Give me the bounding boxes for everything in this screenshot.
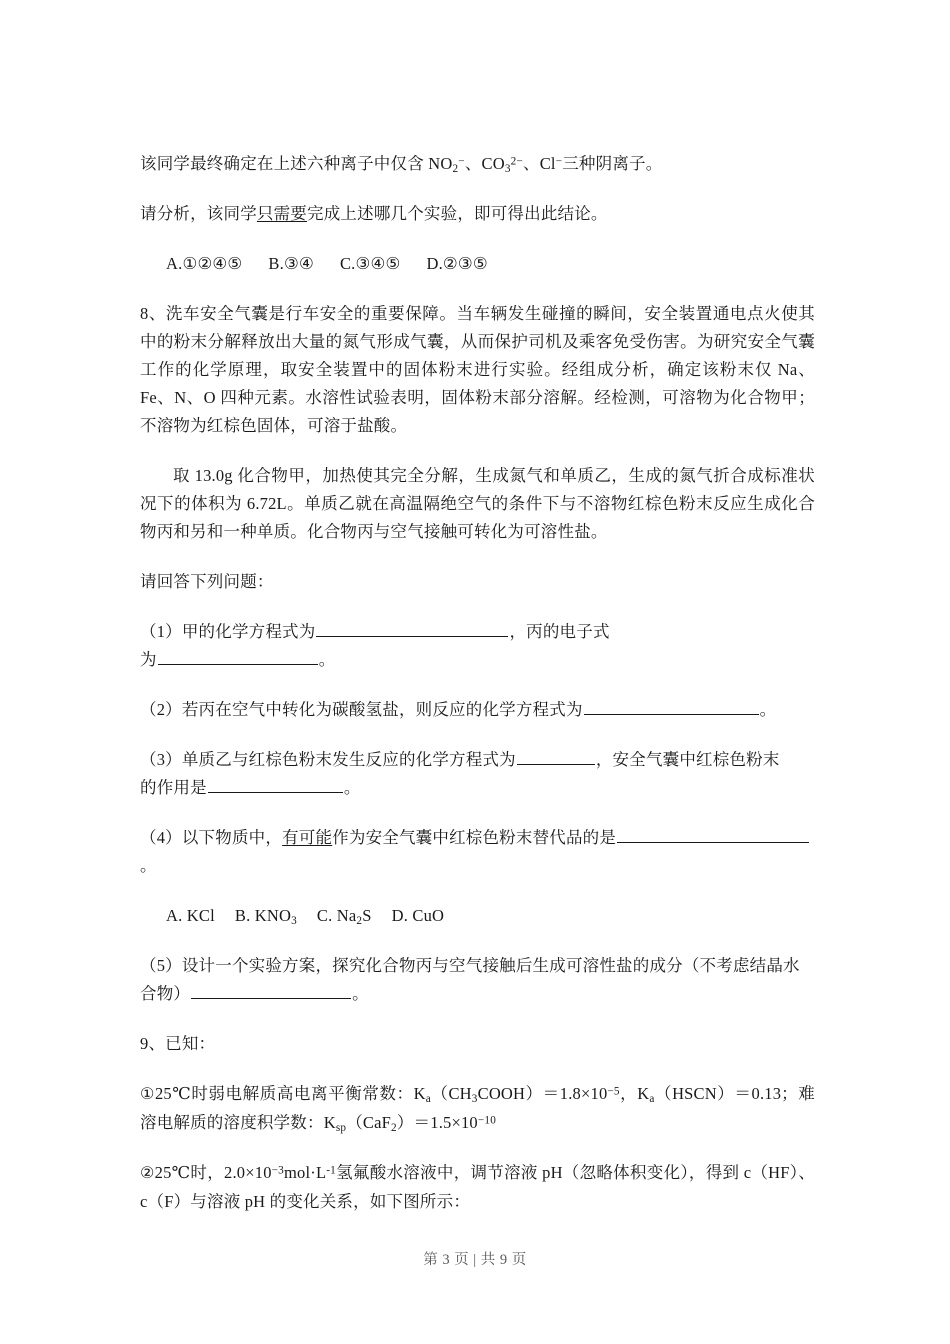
paragraph-q8-prompt: 请回答下列问题： bbox=[140, 572, 274, 591]
q7-ask-emphasis: 只需要 bbox=[256, 204, 308, 223]
q7-option-d-value[interactable]: ②③⑤ bbox=[442, 254, 488, 273]
q8-option-d-formula[interactable]: CuO bbox=[412, 906, 445, 925]
q8-sub3-text-b: ，安全气囊中红棕色粉末 bbox=[595, 750, 780, 769]
q8-sub5-text-a: （5）设计一个实验方案，探究化合物丙与空气接触后生成可溶性盐的成分（不考虑结晶水 bbox=[140, 956, 800, 975]
q7-option-b-letter: B. bbox=[268, 254, 284, 273]
paragraph-q8-sub2 bbox=[140, 696, 815, 724]
q9-item2-t2: mol·L bbox=[284, 1163, 327, 1182]
exponent-minus1: -1 bbox=[326, 1164, 336, 1177]
ch3-subscript: 3 bbox=[471, 1093, 478, 1106]
q8-sub2-text-a: （2）若丙在空气中转化为碳酸氢盐，则反应的化学方程式为 bbox=[140, 700, 583, 719]
exponent-minus5: −5 bbox=[607, 1085, 620, 1098]
q8-sub5-text-c: 。 bbox=[352, 984, 369, 1003]
co3-charge: 2− bbox=[510, 155, 523, 168]
no2-charge: − bbox=[458, 155, 465, 168]
co3-subscript: 3 bbox=[504, 163, 511, 176]
q8-sub3-text-a: （3）单质乙与红棕色粉末发生反应的化学方程式为 bbox=[140, 750, 516, 769]
no2-subscript: 2 bbox=[452, 163, 459, 176]
q8-option-a-letter: A. bbox=[166, 906, 183, 925]
paragraph-q7-ask bbox=[140, 200, 815, 228]
q8-sub4-options-row bbox=[140, 902, 815, 930]
q9-item1-t1: 25℃时弱电解质高电离平衡常数：K bbox=[154, 1084, 426, 1103]
q8-option-c-formula[interactable]: Na bbox=[336, 906, 357, 925]
q8-option-a-formula[interactable]: KCl bbox=[186, 906, 215, 925]
circled-number-2: ② bbox=[140, 1165, 155, 1182]
q7-option-c-value[interactable]: ③④⑤ bbox=[355, 254, 401, 273]
q7-options-row bbox=[140, 250, 815, 278]
q8-sub1-text-c: 为 bbox=[140, 650, 157, 669]
q7-option-a-letter: A. bbox=[166, 254, 183, 273]
q7-ask-before: 请分析，该同学 bbox=[140, 204, 257, 223]
paragraph-q8-second: 取 13.0g 化合物甲，加热使其完全分解，生成氮气和单质乙，生成的氮气折合成标准状况下的体积为 6.72L。单质乙就在高温隔绝空气的条件下与不溶物红棕色粉末反应生成化合物丙和另和一种单质。化合物丙与空气接触可转化为可溶性盐。 bbox=[140, 466, 815, 541]
q8-sub1-text-a: （1）甲的化学方程式为 bbox=[140, 622, 316, 641]
paragraph-q8-stem: 8、洗车安全气囊是行车安全的重要保障。当车辆发生碰撞的瞬间，安全装置通电点火使其中的粉末分解释放出大量的氮气形成气囊，从而保护司机及乘客免受伤害。为研究安全气囊工作的化学原理，取安全装置中的固体粉末进行实验。经组成分析，确定该粉末仅 Na、Fe、N、O 四种元素。水溶性试验表明，固体粉末部分溶解。经检测，可溶物为化合物甲；不溶物为红棕色固体，可溶于盐酸。 bbox=[140, 304, 815, 435]
page-footer bbox=[0, 1248, 950, 1269]
footer-current-page: 第 3 页 bbox=[423, 1252, 470, 1268]
q7-option-a-value[interactable]: ①②④⑤ bbox=[182, 254, 243, 273]
q9-item1-t3: COOH）＝1.8×10 bbox=[477, 1084, 608, 1103]
q7-option-d-letter: D. bbox=[426, 254, 443, 273]
q8-option-d-letter: D. bbox=[391, 906, 409, 925]
q7-conclusion-tail: 三种阴离子。 bbox=[562, 154, 663, 173]
footer-total-pages: 共 9 页 bbox=[480, 1252, 527, 1268]
paragraph-q8-sub3 bbox=[140, 746, 815, 802]
circled-number-1: ① bbox=[140, 1086, 155, 1103]
q7-ask-after: 完成上述哪几个实验，即可得出此结论。 bbox=[307, 204, 608, 223]
q9-item1-t5: （HSCN）＝0.13；难溶电解质的溶度积学数：K bbox=[140, 1084, 815, 1132]
paragraph-q9-item2 bbox=[140, 1159, 815, 1216]
ka-subscript-2: a bbox=[649, 1093, 655, 1106]
answer-blank-5[interactable] bbox=[191, 981, 351, 999]
q7-separator-2: 、Cl bbox=[523, 154, 556, 173]
paragraph-q8-sub5 bbox=[140, 952, 815, 1008]
ka-subscript-1: a bbox=[425, 1093, 431, 1106]
q8-sub4-emphasis: 有可能 bbox=[282, 828, 333, 847]
footer-separator: | bbox=[473, 1252, 477, 1268]
q8-option-c-tail: S bbox=[362, 906, 372, 925]
q9-item1-t2: （CH bbox=[430, 1084, 472, 1103]
q7-conclusion-lead: 该同学最终确定在上述六种离子中仅含 NO bbox=[140, 154, 453, 173]
q8-sub3-text-c: 的作用是 bbox=[140, 778, 207, 797]
q9-item1-t4: ，K bbox=[619, 1084, 650, 1103]
kno3-subscript: 3 bbox=[291, 915, 297, 928]
q8-sub1-text-d: 。 bbox=[318, 650, 336, 669]
caf2-subscript: 2 bbox=[391, 1122, 397, 1135]
paragraph-q7-conclusion bbox=[140, 150, 815, 178]
q7-separator-1: 、CO bbox=[464, 154, 505, 173]
answer-blank-1a[interactable] bbox=[316, 619, 508, 637]
cl-charge: − bbox=[555, 155, 563, 168]
q8-sub2-text-b: 。 bbox=[759, 700, 777, 719]
q8-sub4-text-c: 。 bbox=[140, 856, 157, 875]
q8-option-b-letter: B. bbox=[234, 906, 251, 925]
q7-option-c-letter: C. bbox=[339, 254, 356, 273]
ksp-subscript: sp bbox=[335, 1122, 347, 1135]
q9-item1-t7: ）＝1.5×10 bbox=[396, 1113, 478, 1132]
q7-option-b-value[interactable]: ③④ bbox=[283, 254, 314, 273]
q8-sub4-text-b: 作为安全气囊中红棕色粉末替代品的是 bbox=[332, 828, 617, 847]
exponent-minus3: −3 bbox=[271, 1164, 284, 1177]
q8-option-b-formula[interactable]: KNO bbox=[254, 906, 292, 925]
q9-item2-t3: 氢氟酸水溶液中，调节溶液 pH（忽略体积变化），得到 c（HF）、c（F）与溶液 pH 的变化关系，如下图所示： bbox=[140, 1163, 816, 1211]
answer-blank-3a[interactable] bbox=[517, 747, 595, 765]
q8-option-c-letter: C. bbox=[316, 906, 333, 925]
answer-blank-1b[interactable] bbox=[158, 647, 318, 665]
na2s-subscript: 2 bbox=[356, 915, 363, 928]
q8-sub1-text-b: ，丙的电子式 bbox=[509, 622, 610, 641]
answer-blank-2[interactable] bbox=[584, 697, 759, 715]
paragraph-q9-stem: 9、已知： bbox=[140, 1034, 216, 1053]
answer-blank-3b[interactable] bbox=[208, 775, 343, 793]
paragraph-q9-item1 bbox=[140, 1080, 815, 1137]
exponent-minus10: −10 bbox=[477, 1114, 497, 1127]
answer-blank-4[interactable] bbox=[617, 825, 809, 843]
paragraph-q8-sub1 bbox=[140, 618, 815, 674]
q8-sub3-text-d: 。 bbox=[343, 778, 361, 797]
q9-item2-t1: 25℃时，2.0×10 bbox=[154, 1163, 272, 1182]
q8-sub4-text-a: （4）以下物质中， bbox=[140, 828, 283, 847]
q9-item1-t6: （CaF bbox=[346, 1113, 392, 1132]
q8-sub5-text-b: 合物） bbox=[140, 984, 191, 1003]
paragraph-q8-sub4 bbox=[140, 824, 815, 880]
